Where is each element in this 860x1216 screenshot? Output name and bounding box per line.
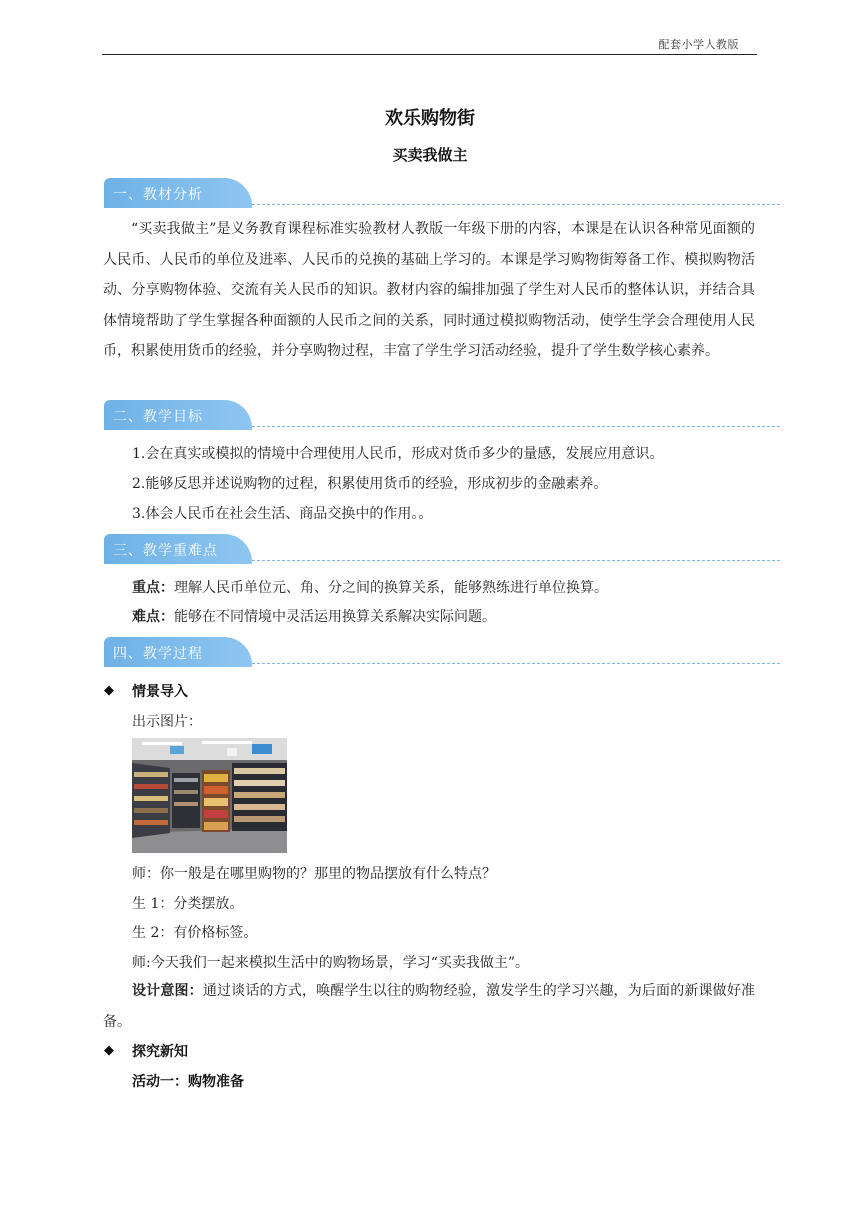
section-dash-line — [252, 663, 780, 664]
section-dash-line — [252, 204, 780, 205]
part-title-explore: 探究新知 — [132, 1044, 188, 1060]
part-title-intro: 情景导入 — [132, 684, 188, 700]
key-point-label: 重点： — [132, 580, 174, 596]
diamond-bullet-icon: ◆ — [104, 1043, 114, 1058]
goal-item: 3.体会人民币在社会生活、商品交换中的作用。。 — [132, 506, 433, 522]
page-title: 欢乐购物街 — [385, 108, 475, 129]
section-dash-line — [252, 426, 780, 427]
design-intent — [103, 976, 755, 1037]
show-picture-text: 出示图片： — [132, 714, 202, 730]
supermarket-photo — [132, 738, 287, 853]
section-header-goals — [104, 400, 780, 432]
key-point-text: 理解人民币单位元、角、分之间的换算关系，能够熟练进行单位换算。 — [174, 580, 608, 596]
dialogue-line: 生 1：分类摆放。 — [132, 896, 244, 912]
section-label: 四、教学过程 — [113, 646, 203, 662]
dialogue-line: 生 2：有价格标签。 — [132, 925, 258, 941]
analysis-paragraph: “买卖我做主”是义务教育课程标准实验教材人教版一年级下册的内容，本课是在认识各种常见面额的人民币、人民币的单位及进率、人民币的兑换的基础上学习的。本课是学习购物街筹备工作、模拟购物活动、分享购物体验、交流有关人民币的知识。教材内容的编排加强了学生对人民币的整体认识，并结合具体情境帮助了学生掌握各种面额的人民币之间的关系，同时通过模拟购物活动，使学生学会合理使用人民币，积累使用货币的经验，并分享购物过程，丰富了学生学习活动经验，提升了学生数学核心素养。 — [103, 221, 755, 359]
section-header-process — [104, 637, 780, 669]
dialogue-line: 师：你一般是在哪里购物的？那里的物品摆放有什么特点？ — [132, 866, 496, 882]
difficult-point — [132, 606, 496, 626]
design-intent-text: 通过谈话的方式，唤醒学生以往的购物经验，激发学生的学习兴趣，为后面的新课做好准备。 — [103, 983, 756, 1030]
header-edition-label: 配套小学人教版 — [658, 38, 739, 51]
section-header-analysis — [104, 178, 780, 210]
difficult-point-label: 难点： — [132, 609, 174, 625]
difficult-point-text: 能够在不同情境中灵活运用换算关系解决实际问题。 — [174, 609, 496, 625]
section-label: 三、教学重难点 — [113, 543, 218, 559]
page-subtitle: 买卖我做主 — [392, 146, 468, 164]
key-point — [132, 577, 608, 597]
diamond-bullet-icon: ◆ — [104, 683, 114, 698]
design-intent-label: 设计意图： — [132, 983, 203, 999]
section-dash-line — [252, 560, 780, 561]
dialogue-line: 师:今天我们一起来模拟生活中的购物场景，学习“买卖我做主”。 — [132, 955, 530, 971]
section-label: 一、教材分析 — [113, 187, 203, 203]
section-label: 二、教学目标 — [113, 409, 203, 425]
activity-title: 活动一：购物准备 — [132, 1074, 244, 1090]
header-rule — [102, 54, 757, 55]
goal-item: 1.会在真实或模拟的情境中合理使用人民币，形成对货币多少的量感，发展应用意识。 — [132, 446, 664, 462]
goal-item: 2.能够反思并述说购物的过程，积累使用货币的经验，形成初步的金融素养。 — [132, 476, 608, 492]
section-header-keypoints — [104, 534, 780, 566]
